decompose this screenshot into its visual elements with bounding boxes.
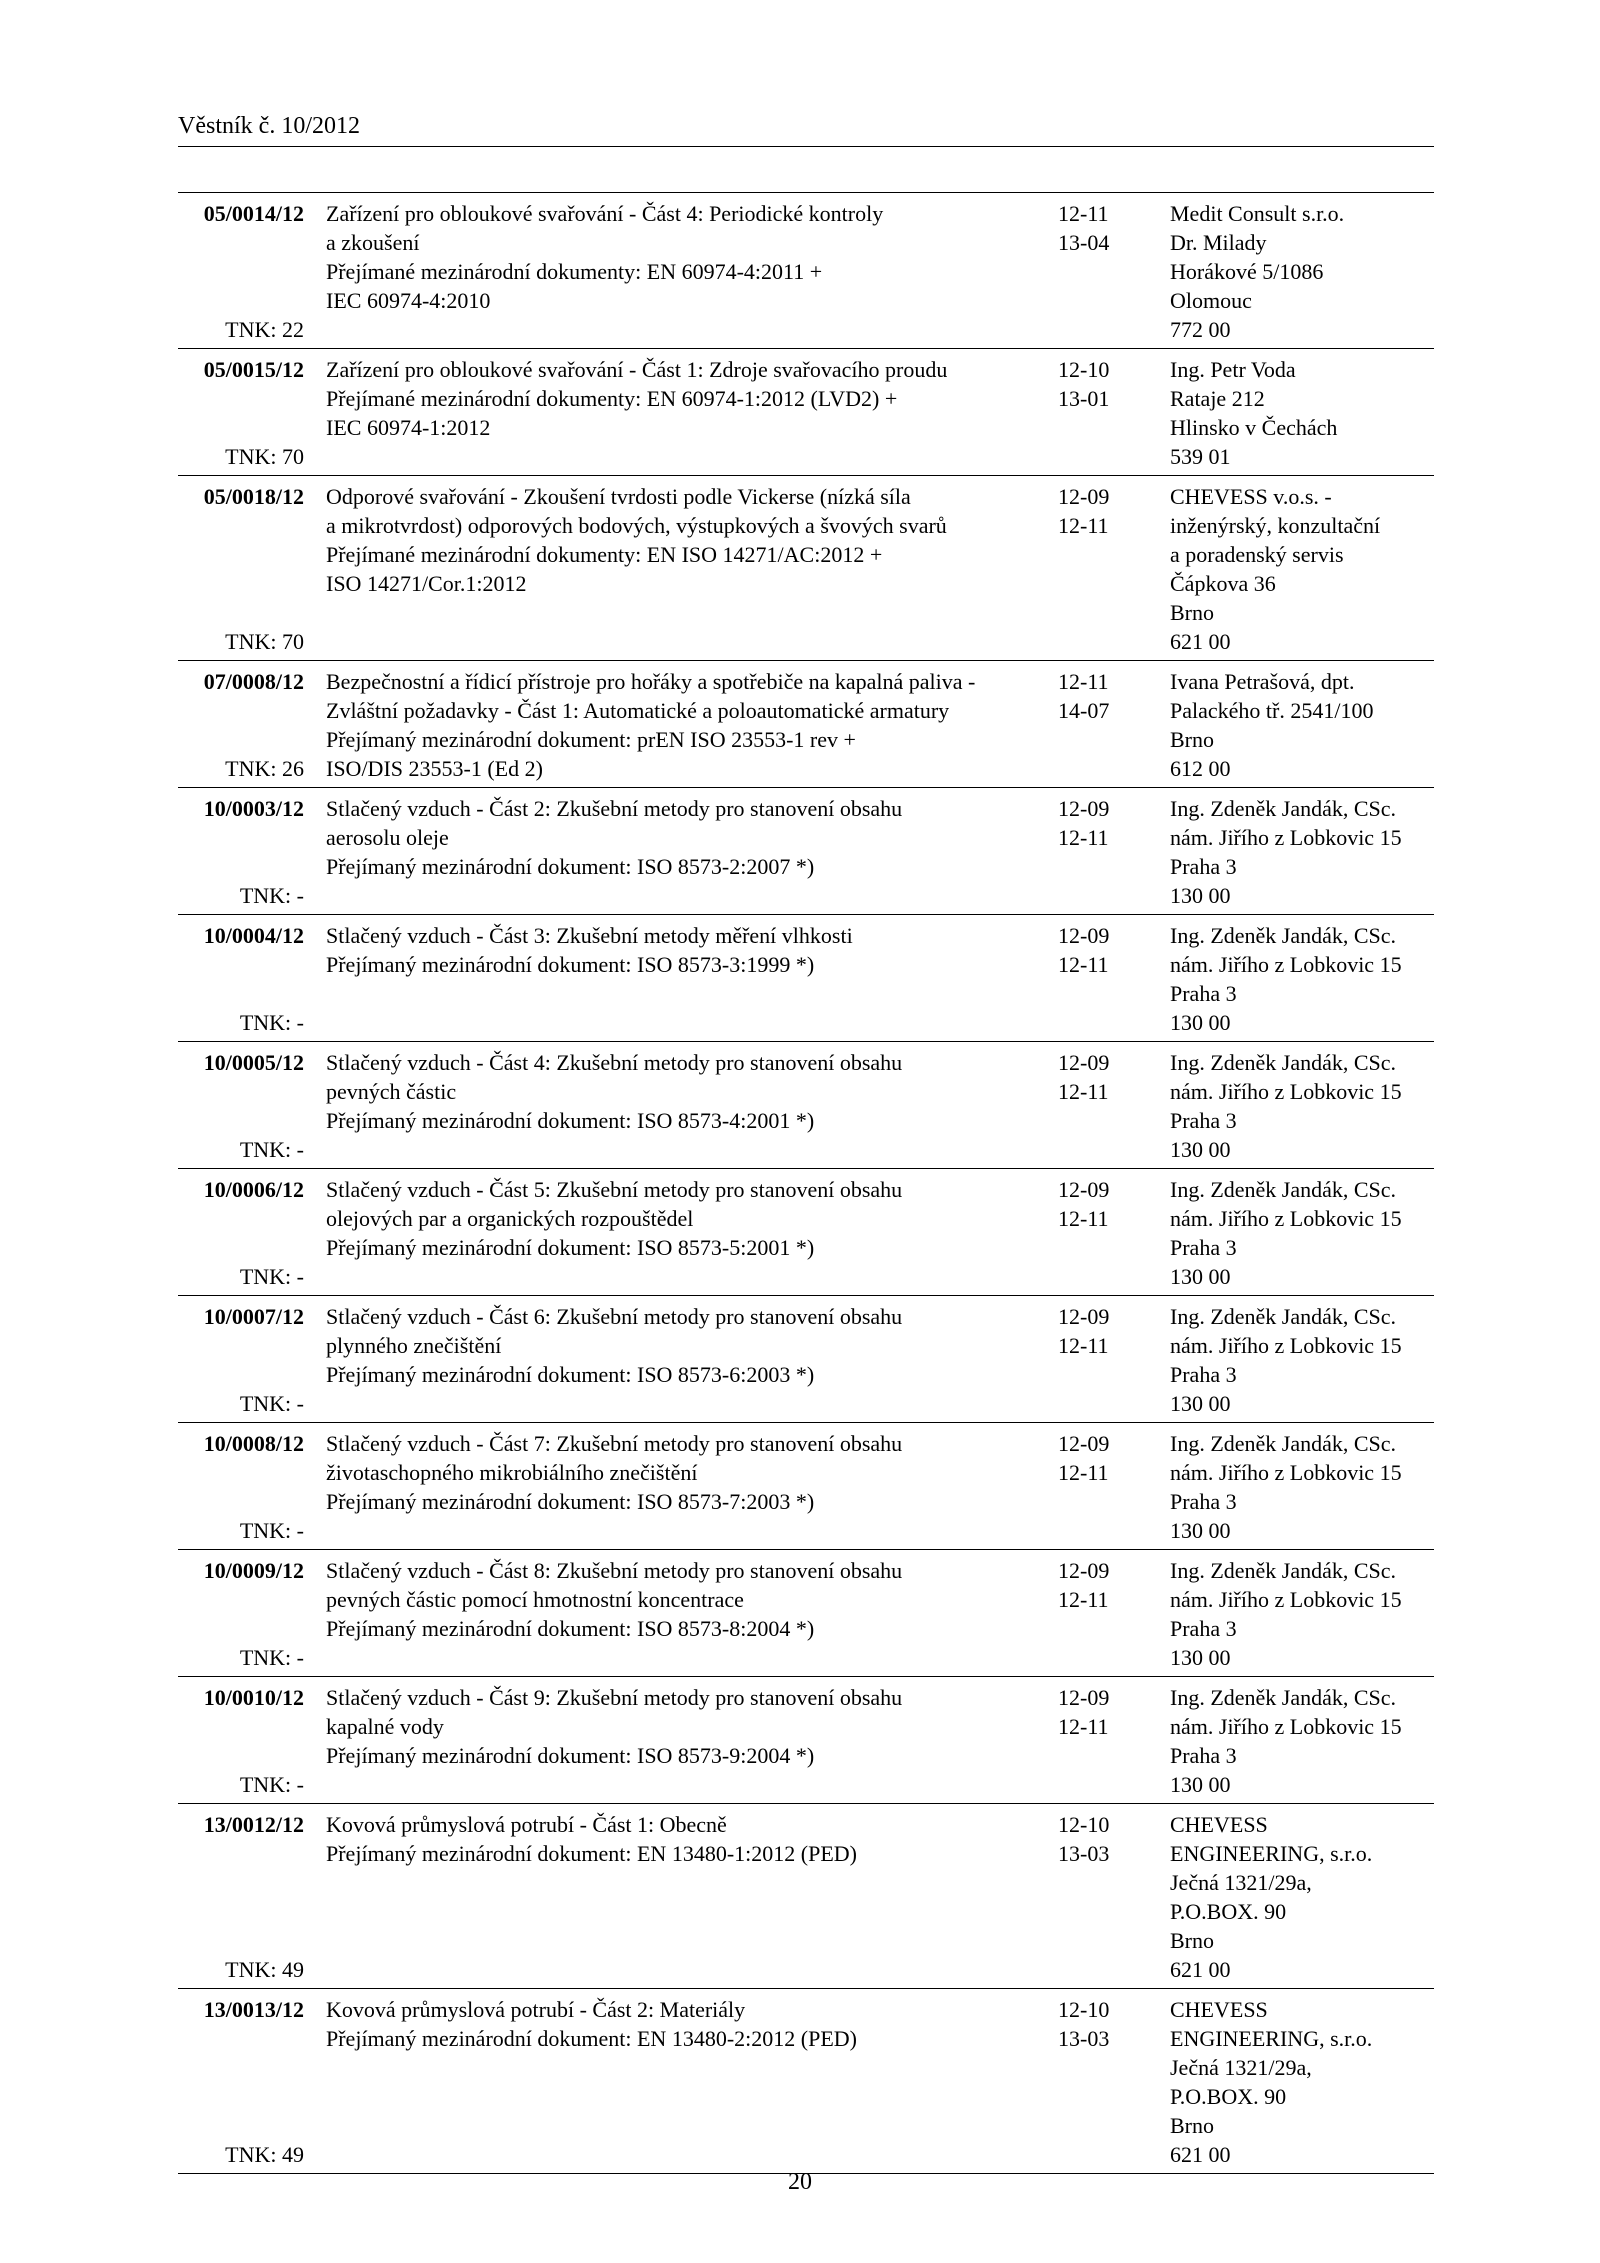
entry-dates-cell [1058,1810,1138,1868]
entry-title-line: Stlačený vzduch - Část 2: Zkušební metody pro stanovení obsahu [326,796,903,821]
entry-address-line: 539 01 [1170,444,1231,469]
entry-date: 12-11 [1058,1714,1109,1739]
entry-address-cell [1170,921,1434,1037]
entry-address-cell [1170,1810,1434,1984]
entry-address-line: 772 00 [1170,317,1231,342]
entry-date: 12-11 [1058,1587,1109,1612]
entry-title-line: Přejímaný mezinárodní dokument: ISO 8573-6:2003 *) [326,1362,815,1387]
table-row [178,1810,1434,1989]
entry-address-cell [1170,667,1434,783]
entry-date: 12-09 [1058,1050,1110,1075]
entry-date: 13-01 [1058,386,1110,411]
entry-title-line: Stlačený vzduch - Část 5: Zkušební metody pro stanovení obsahu [326,1177,903,1202]
entry-title-line: ISO 14271/Cor.1:2012 [326,571,527,596]
entry-tnk: TNK: 26 [225,756,304,781]
entry-address-line: P.O.BOX. 90 [1170,2084,1287,2109]
entry-address-line: Palackého tř. 2541/100 [1170,698,1374,723]
entry-tnk: TNK: - [239,1137,304,1162]
entry-tnk: TNK: - [239,1645,304,1670]
entry-address-line: 130 00 [1170,1772,1231,1797]
entry-address-cell [1170,482,1434,656]
entry-date: 12-09 [1058,484,1110,509]
entry-address-line: 130 00 [1170,1391,1231,1416]
entry-title-cell [326,1556,1026,1672]
entry-date: 12-09 [1058,1304,1110,1329]
entry-address-line: Ing. Zdeněk Jandák, CSc. [1170,1685,1397,1710]
table-top-rule [178,192,1434,193]
entry-address-cell [1170,1995,1434,2169]
entry-title-cell [326,1175,1026,1291]
entry-date: 12-11 [1058,952,1109,977]
entry-tnk: TNK: - [239,1772,304,1797]
entry-title-line: ISO/DIS 23553-1 (Ed 2) [326,756,543,781]
entry-number: 10/0003/12 [203,796,304,821]
entry-title-cell [326,1302,1026,1418]
entry-dates-cell [1058,199,1138,257]
entry-number: 13/0012/12 [203,1812,304,1837]
entry-date: 14-07 [1058,698,1110,723]
entry-id-cell [178,355,304,471]
table-row [178,1556,1434,1677]
entry-title-line: Kovová průmyslová potrubí - Část 2: Materiály [326,1997,746,2022]
entry-number: 13/0013/12 [203,1997,304,2022]
entry-title-line: Kovová průmyslová potrubí - Část 1: Obecně [326,1812,727,1837]
entry-tnk: TNK: - [239,1264,304,1289]
entry-tnk: TNK: 49 [225,2142,304,2167]
entry-dates-cell [1058,1048,1138,1106]
entry-address-line: Brno [1170,727,1214,752]
entry-address-line: 130 00 [1170,1264,1231,1289]
entry-title-line: IEC 60974-1:2012 [326,415,491,440]
entry-address-line: 130 00 [1170,883,1231,908]
entry-address-line: Ing. Zdeněk Jandák, CSc. [1170,923,1397,948]
table-row [178,1995,1434,2174]
entry-number: 05/0018/12 [203,484,304,509]
entry-title-line: životaschopného mikrobiálního znečištění [326,1460,698,1485]
entry-id-cell [178,1683,304,1799]
entry-date: 12-09 [1058,923,1110,948]
entry-number: 10/0007/12 [203,1304,304,1329]
entry-dates-cell [1058,1995,1138,2053]
entry-tnk: TNK: 49 [225,1957,304,1982]
table-row [178,1302,1434,1423]
entry-title-line: pevných částic [326,1079,457,1104]
entry-title-cell [326,355,1026,471]
entry-address-line: Ivana Petrašová, dpt. [1170,669,1355,694]
entry-date: 12-09 [1058,1558,1110,1583]
entry-date: 12-09 [1058,796,1110,821]
entry-address-line: 612 00 [1170,756,1231,781]
entry-number: 10/0006/12 [203,1177,304,1202]
entry-address-cell [1170,1429,1434,1545]
entry-title-line: Přejímaný mezinárodní dokument: prEN ISO 23553-1 rev + [326,727,856,752]
entry-title-line: Stlačený vzduch - Část 6: Zkušební metody pro stanovení obsahu [326,1304,903,1329]
entry-dates-cell [1058,1429,1138,1487]
entry-tnk: TNK: 70 [225,444,304,469]
entry-address-line: 621 00 [1170,2142,1231,2167]
entry-title-line: Přejímaný mezinárodní dokument: ISO 8573-4:2001 *) [326,1108,815,1133]
entry-address-cell [1170,199,1434,344]
entry-id-cell [178,1995,304,2169]
entry-dates-cell [1058,1302,1138,1360]
entry-address-line: Praha 3 [1170,1489,1237,1514]
entry-title-line: kapalné vody [326,1714,444,1739]
entry-address-line: inženýrský, konzultační [1170,513,1381,538]
entry-date: 12-10 [1058,357,1110,382]
table-row [178,667,1434,788]
entry-title-cell [326,921,1026,1037]
entry-title-cell [326,667,1026,783]
entry-title-cell [326,1683,1026,1799]
entry-address-line: P.O.BOX. 90 [1170,1899,1287,1924]
entry-dates-cell [1058,482,1138,540]
entry-id-cell [178,1556,304,1672]
entry-dates-cell [1058,1556,1138,1614]
entry-dates-cell [1058,355,1138,413]
entry-title-line: Přejímané mezinárodní dokumenty: EN 60974-4:2011 + [326,259,823,284]
entry-title-line: Stlačený vzduch - Část 9: Zkušební metody pro stanovení obsahu [326,1685,903,1710]
entry-title-line: a mikrotvrdost) odporových bodových, výstupkových a švových svarů [326,513,947,538]
entry-address-line: Medit Consult s.r.o. [1170,201,1345,226]
entry-address-line: Praha 3 [1170,1616,1237,1641]
entry-title-line: olejových par a organických rozpouštědel [326,1206,694,1231]
table-row [178,921,1434,1042]
entry-address-line: nám. Jiřího z Lobkovic 15 [1170,825,1402,850]
entry-address-cell [1170,1048,1434,1164]
entry-title-line: IEC 60974-4:2010 [326,288,491,313]
entry-number: 05/0015/12 [203,357,304,382]
entry-title-cell [326,1048,1026,1164]
entry-address-line: Ing. Zdeněk Jandák, CSc. [1170,1050,1397,1075]
entry-address-line: Praha 3 [1170,1108,1237,1133]
entry-date: 12-11 [1058,201,1109,226]
entry-title-cell [326,794,1026,910]
entry-title-line: Zvláštní požadavky - Část 1: Automatické a poloautomatické armatury [326,698,950,723]
table-row [178,1175,1434,1296]
entry-number: 10/0005/12 [203,1050,304,1075]
table-row [178,482,1434,661]
entry-address-line: Ing. Petr Voda [1170,357,1296,382]
entry-address-line: Praha 3 [1170,1235,1237,1260]
table-row [178,1683,1434,1804]
entry-address-line: Čápkova 36 [1170,571,1276,596]
table-row [178,1048,1434,1169]
entry-date: 12-11 [1058,513,1109,538]
entry-date: 12-10 [1058,1812,1110,1837]
entry-address-cell [1170,355,1434,471]
entry-title-line: Stlačený vzduch - Část 4: Zkušební metody pro stanovení obsahu [326,1050,903,1075]
entry-address-line: nám. Jiřího z Lobkovic 15 [1170,1333,1402,1358]
entry-title-line: Stlačený vzduch - Část 3: Zkušební metody měření vlhkosti [326,923,853,948]
entry-id-cell [178,1810,304,1984]
entry-address-cell [1170,1556,1434,1672]
entry-address-line: Ing. Zdeněk Jandák, CSc. [1170,1304,1397,1329]
entry-address-line: Ing. Zdeněk Jandák, CSc. [1170,1431,1397,1456]
entry-address-line: Praha 3 [1170,1362,1237,1387]
entry-title-line: Přejímaný mezinárodní dokument: ISO 8573-8:2004 *) [326,1616,815,1641]
entry-dates-cell [1058,667,1138,725]
entry-title-line: plynného znečištění [326,1333,502,1358]
entry-address-line: nám. Jiřího z Lobkovic 15 [1170,1587,1402,1612]
table-row [178,1429,1434,1550]
entry-title-line: Přejímaný mezinárodní dokument: ISO 8573-5:2001 *) [326,1235,815,1260]
entry-address-line: Hlinsko v Čechách [1170,415,1338,440]
entry-title-line: Zařízení pro obloukové svařování - Část 1: Zdroje svařovacího proudu [326,357,948,382]
page-header: Věstník č. 10/2012 [178,113,360,139]
entry-date: 12-10 [1058,1997,1110,2022]
entry-id-cell [178,199,304,344]
entry-date: 12-11 [1058,1460,1109,1485]
entry-date: 13-03 [1058,1841,1110,1866]
entry-address-line: Ing. Zdeněk Jandák, CSc. [1170,1558,1397,1583]
entry-dates-cell [1058,1175,1138,1233]
entry-number: 10/0004/12 [203,923,304,948]
entry-number: 10/0009/12 [203,1558,304,1583]
entry-dates-cell [1058,794,1138,852]
entry-address-line: Brno [1170,600,1214,625]
entry-tnk: TNK: - [239,883,304,908]
entry-address-cell [1170,794,1434,910]
entry-address-line: Praha 3 [1170,854,1237,879]
entry-title-line: Přejímaný mezinárodní dokument: ISO 8573-2:2007 *) [326,854,815,879]
entry-date: 13-04 [1058,230,1110,255]
entry-title-cell [326,1810,1026,1984]
entry-title-cell [326,1995,1026,2169]
entry-title-cell [326,1429,1026,1545]
entry-number: 10/0010/12 [203,1685,304,1710]
entry-address-line: Ing. Zdeněk Jandák, CSc. [1170,1177,1397,1202]
entry-id-cell [178,667,304,783]
entry-title-line: a zkoušení [326,230,420,255]
entry-address-line: Ječná 1321/29a, [1170,1870,1312,1895]
entry-address-line: 130 00 [1170,1518,1231,1543]
entry-title-line: Přejímané mezinárodní dokumenty: EN 60974-1:2012 (LVD2) + [326,386,898,411]
entry-address-line: CHEVESS [1170,1997,1268,2022]
entry-dates-cell [1058,921,1138,979]
entry-title-line: Odporové svařování - Zkoušení tvrdosti podle Vickerse (nízká síla [326,484,911,509]
entry-address-cell [1170,1302,1434,1418]
entry-title-line: Přejímaný mezinárodní dokument: ISO 8573-7:2003 *) [326,1489,815,1514]
entry-address-line: 130 00 [1170,1010,1231,1035]
entry-date: 12-11 [1058,1079,1109,1104]
entry-number: 10/0008/12 [203,1431,304,1456]
entry-address-line: nám. Jiřího z Lobkovic 15 [1170,952,1402,977]
entry-address-line: Dr. Milady [1170,230,1267,255]
standards-table [178,199,1434,2174]
entry-date: 12-09 [1058,1685,1110,1710]
entry-id-cell [178,482,304,656]
entry-address-line: 130 00 [1170,1645,1231,1670]
entry-date: 12-09 [1058,1431,1110,1456]
entry-title-line: Bezpečnostní a řídicí přístroje pro hořáky a spotřebiče na kapalná paliva - [326,669,976,694]
entry-date: 12-09 [1058,1177,1110,1202]
entry-address-line: Ječná 1321/29a, [1170,2055,1312,2080]
table-row [178,794,1434,915]
entry-tnk: TNK: 22 [225,317,304,342]
entry-address-line: nám. Jiřího z Lobkovic 15 [1170,1079,1402,1104]
entry-date: 13-03 [1058,2026,1110,2051]
entry-number: 05/0014/12 [203,201,304,226]
entry-address-line: Olomouc [1170,288,1252,313]
entry-number: 07/0008/12 [203,669,304,694]
entry-date: 12-11 [1058,1206,1109,1231]
entry-address-line: Brno [1170,1928,1214,1953]
entry-title-line: Přejímaný mezinárodní dokument: EN 13480-1:2012 (PED) [326,1841,857,1866]
entry-address-line: Brno [1170,2113,1214,2138]
entry-address-line: CHEVESS [1170,1812,1268,1837]
entry-title-line: Přejímaný mezinárodní dokument: EN 13480-2:2012 (PED) [326,2026,857,2051]
entry-title-line: Zařízení pro obloukové svařování - Část 4: Periodické kontroly [326,201,884,226]
header-rule [178,146,1434,147]
table-row [178,199,1434,349]
entry-title-line: Stlačený vzduch - Část 7: Zkušební metody pro stanovení obsahu [326,1431,903,1456]
entry-address-line: CHEVESS v.o.s. - [1170,484,1332,509]
entry-address-cell [1170,1683,1434,1799]
entry-tnk: TNK: - [239,1518,304,1543]
entry-title-line: pevných částic pomocí hmotnostní koncentrace [326,1587,744,1612]
entry-date: 12-11 [1058,825,1109,850]
entry-title-line: Přejímaný mezinárodní dokument: ISO 8573-9:2004 *) [326,1743,815,1768]
entry-title-cell [326,482,1026,656]
entry-address-line: Praha 3 [1170,981,1237,1006]
entry-address-line: Ing. Zdeněk Jandák, CSc. [1170,796,1397,821]
entry-address-cell [1170,1175,1434,1291]
entry-id-cell [178,1175,304,1291]
entry-address-line: Rataje 212 [1170,386,1265,411]
entry-address-line: 621 00 [1170,1957,1231,1982]
entry-title-cell [326,199,1026,344]
entry-address-line: ENGINEERING, s.r.o. [1170,1841,1373,1866]
entry-tnk: TNK: - [239,1010,304,1035]
entry-tnk: TNK: - [239,1391,304,1416]
entry-title-line: aerosolu oleje [326,825,449,850]
entry-title-line: Přejímané mezinárodní dokumenty: EN ISO 14271/AC:2012 + [326,542,883,567]
entry-title-line: Přejímaný mezinárodní dokument: ISO 8573-3:1999 *) [326,952,815,977]
entry-title-line: Stlačený vzduch - Část 8: Zkušební metody pro stanovení obsahu [326,1558,903,1583]
entry-id-cell [178,1429,304,1545]
entry-address-line: 621 00 [1170,629,1231,654]
entry-id-cell [178,1048,304,1164]
entry-date: 12-11 [1058,1333,1109,1358]
entry-address-line: Horákové 5/1086 [1170,259,1324,284]
entry-address-line: 130 00 [1170,1137,1231,1162]
entry-tnk: TNK: 70 [225,629,304,654]
entry-address-line: nám. Jiřího z Lobkovic 15 [1170,1206,1402,1231]
page-number: 20 [788,2169,812,2195]
entry-address-line: nám. Jiřího z Lobkovic 15 [1170,1714,1402,1739]
entry-address-line: nám. Jiřího z Lobkovic 15 [1170,1460,1402,1485]
entry-address-line: Praha 3 [1170,1743,1237,1768]
table-row [178,355,1434,476]
entry-dates-cell [1058,1683,1138,1741]
entry-address-line: a poradenský servis [1170,542,1344,567]
entry-id-cell [178,1302,304,1418]
entry-date: 12-11 [1058,669,1109,694]
entry-address-line: ENGINEERING, s.r.o. [1170,2026,1373,2051]
entry-id-cell [178,794,304,910]
entry-id-cell [178,921,304,1037]
